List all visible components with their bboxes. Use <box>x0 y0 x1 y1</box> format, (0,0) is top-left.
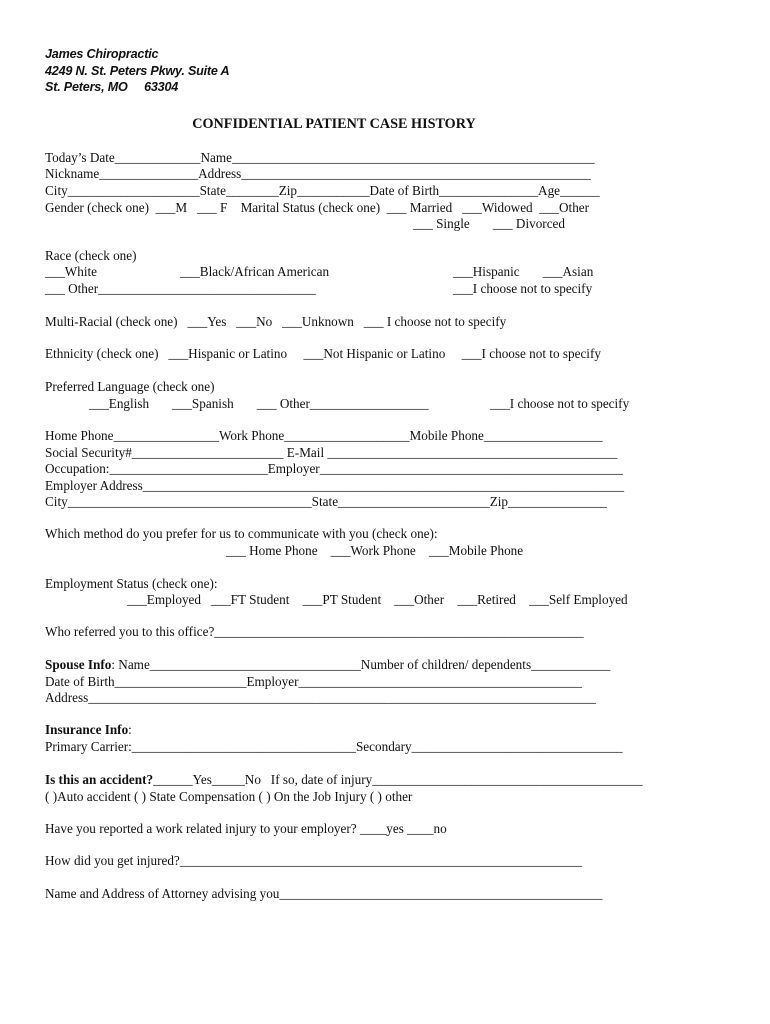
occupation-employer-line[interactable]: Occupation:________________________Employer______________________________________________ <box>45 461 624 476</box>
referred-by-line[interactable]: Who referred you to this office?________________________________________________________ <box>45 624 584 639</box>
accident-line[interactable] <box>45 772 643 788</box>
city-state-zip-dob-age-line[interactable]: City____________________State________Zip___________Date of Birth_______________Age______ <box>45 183 600 198</box>
accident-answer-fields[interactable]: ______Yes_____No If so, date of injury_________________________________________ <box>153 772 643 787</box>
practice-city: St. Peters, MO 63304 <box>45 80 179 94</box>
race-label: Race (check one) <box>45 248 137 263</box>
language-options[interactable]: ___English ___Spanish ___ Other__________________ <box>89 396 429 411</box>
work-injury-reported-line[interactable]: Have you reported a work related injury to your employer? ____yes ____no <box>45 821 447 836</box>
preferred-language-label: Preferred Language (check one) <box>45 379 215 394</box>
employment-status-options[interactable]: ___Employed ___FT Student ___PT Student ___Other ___Retired ___Self Employed <box>127 592 628 607</box>
multi-racial-line[interactable]: Multi-Racial (check one) ___Yes ___No ___Unknown ___ I choose not to specify <box>45 314 507 329</box>
spouse-address-line[interactable]: Address_____________________________________________________________________________ <box>45 690 596 705</box>
how-injured-line[interactable]: How did you get injured?_____________________________________________________________ <box>45 853 582 868</box>
insurance-colon: : <box>128 722 132 737</box>
accident-type-options[interactable]: ( )Auto accident ( ) State Compensation ( ) On the Job Injury ( ) other <box>45 789 413 804</box>
communication-method-label: Which method do you prefer for us to communicate with you (check one): <box>45 526 438 541</box>
form-title: CONFIDENTIAL PATIENT CASE HISTORY <box>192 116 476 132</box>
phone-numbers-line[interactable]: Home Phone________________Work Phone___________________Mobile Phone__________________ <box>45 428 603 443</box>
spouse-dob-employer-line[interactable]: Date of Birth____________________Employer___________________________________________ <box>45 674 582 689</box>
insurance-info-label: Insurance Info <box>45 722 129 737</box>
insurance-carriers-line[interactable]: Primary Carrier:__________________________________Secondary________________________________ <box>45 739 623 754</box>
practice-header <box>45 46 229 96</box>
gender-marital-status-line[interactable]: Gender (check one) ___M ___ F Marital Status (check one) ___ Married ___Widowed ___Other <box>45 200 590 215</box>
todays-date-name-line[interactable]: Today’s Date_____________Name_______________________________________________________ <box>45 150 595 165</box>
communication-method-options[interactable]: ___ Home Phone ___Work Phone ___Mobile Phone <box>226 543 524 558</box>
race-not-specify-option[interactable]: ___I choose not to specify <box>453 281 593 296</box>
practice-address: 4249 N. St. Peters Pkwy. Suite A <box>45 63 230 78</box>
ethnicity-line[interactable]: Ethnicity (check one) ___Hispanic or Latino ___Not Hispanic or Latino ___I choose not to specify <box>45 346 601 361</box>
spouse-info-line[interactable] <box>45 657 610 673</box>
nickname-address-line[interactable]: Nickname_______________Address_____________________________________________________ <box>45 166 591 181</box>
spouse-info-heading: Spouse Info <box>45 657 112 672</box>
employer-address-line[interactable]: Employer Address_________________________________________________________________________ <box>45 478 625 493</box>
employer-city-state-zip-line[interactable]: City_____________________________________State_______________________Zip_______________ <box>45 494 607 509</box>
race-hispanic-asian-options[interactable]: ___Hispanic ___Asian <box>453 264 594 279</box>
insurance-info-heading <box>45 722 132 738</box>
race-other-option[interactable]: ___ Other_________________________________ <box>45 281 316 296</box>
spouse-name-dependents-fields[interactable]: : Name________________________________Number of children/ dependents____________ <box>111 657 611 672</box>
ssn-email-line[interactable]: Social Security#_______________________ E-Mail ____________________________________________ <box>45 445 618 460</box>
accident-question: Is this an accident? <box>45 772 154 787</box>
employment-status-label: Employment Status (check one): <box>45 576 218 591</box>
marital-status-single-divorced[interactable]: ___ Single ___ Divorced <box>413 216 566 231</box>
language-not-specify-option[interactable]: ___I choose not to specify <box>490 396 630 411</box>
attorney-line[interactable]: Name and Address of Attorney advising you_________________________________________________ <box>45 886 603 901</box>
race-black-option[interactable]: ___Black/African American <box>180 264 330 279</box>
race-white-option[interactable]: ___White <box>45 264 98 279</box>
practice-name: James Chiropractic <box>45 47 159 61</box>
